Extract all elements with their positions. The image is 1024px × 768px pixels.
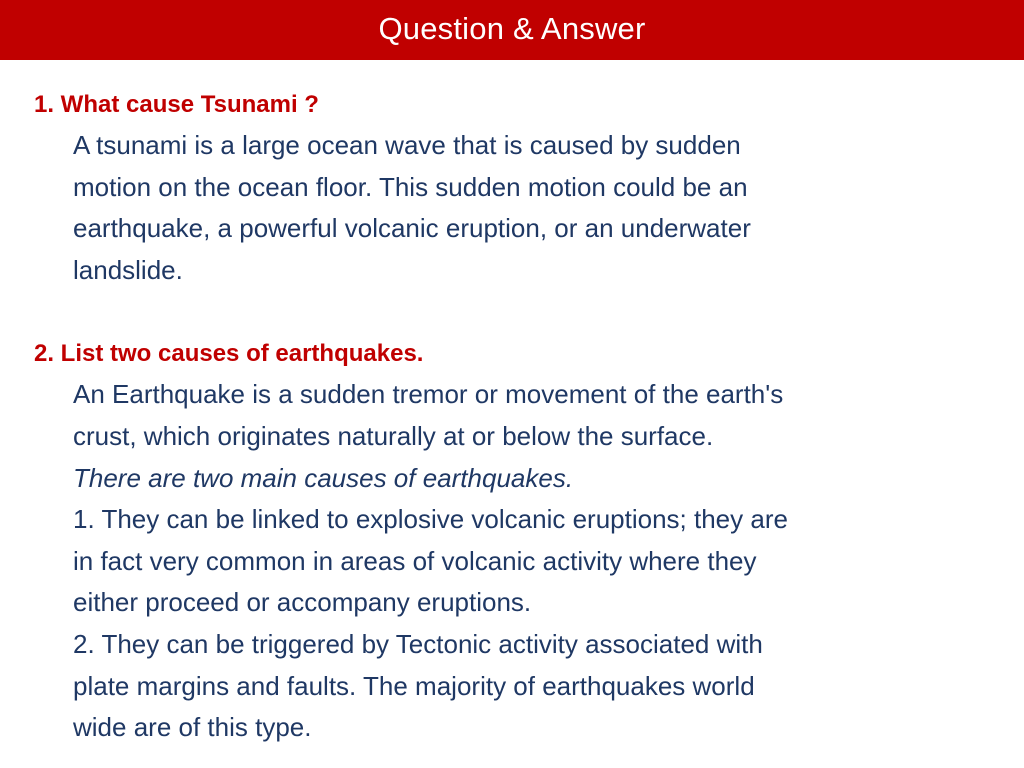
spacer xyxy=(34,291,994,333)
answer-line-italic: There are two main causes of earthquakes. xyxy=(73,462,574,493)
answer-line: An Earthquake is a sudden tremor or movement of the earth's xyxy=(73,379,784,410)
question-title: 2. List two causes of earthquakes. xyxy=(34,340,424,368)
question-block-1 xyxy=(34,84,994,291)
answer-line: motion on the ocean floor. This sudden motion could be an xyxy=(73,171,748,202)
answer-line: crust, which originates naturally at or below the surface. xyxy=(73,420,714,451)
answer-line: A tsunami is a large ocean wave that is caused by sudden xyxy=(73,130,741,160)
answer-line: earthquake, a powerful volcanic eruption, or an underwater xyxy=(73,213,751,244)
answer-line: in fact very common in areas of volcanic activity where they xyxy=(73,545,757,576)
answer-line: 1. They can be linked to explosive volcanic eruptions; they are xyxy=(73,504,788,535)
answer-line: plate margins and faults. The majority of earthquakes world xyxy=(73,670,755,701)
answer-line: landslide. xyxy=(73,254,183,285)
qa-content xyxy=(34,84,994,749)
answer-line: 2. They can be triggered by Tectonic activity associated with xyxy=(73,628,763,659)
question-block-2 xyxy=(34,333,994,748)
answer-text xyxy=(73,374,994,748)
question-title: 1. What cause Tsunami ? xyxy=(34,91,319,118)
page-title: Question & Answer xyxy=(378,10,646,46)
answer-line: wide are of this type. xyxy=(73,712,312,743)
header-bar xyxy=(0,0,1024,60)
answer-line: either proceed or accompany eruptions. xyxy=(73,587,532,618)
answer-text xyxy=(73,125,994,291)
